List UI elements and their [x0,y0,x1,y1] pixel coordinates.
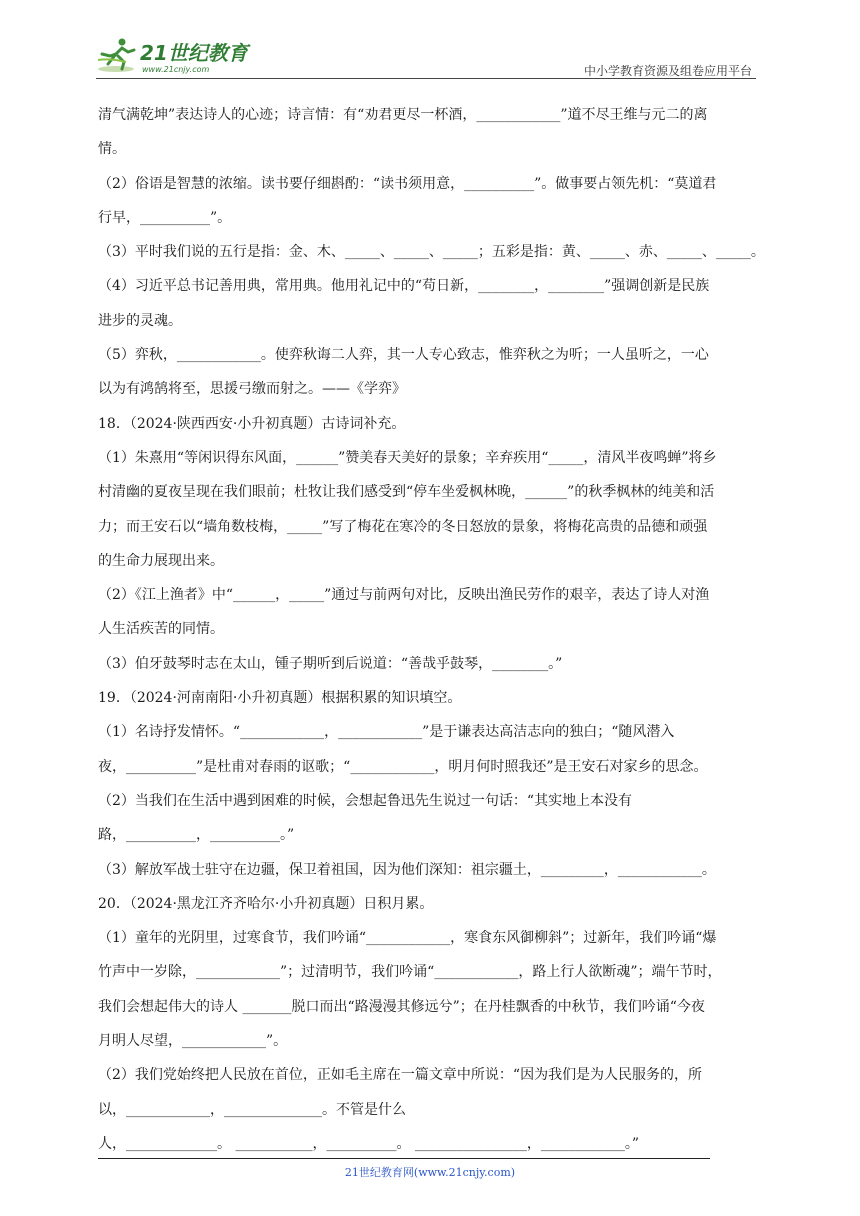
text-line: 人生活疾苦的同情。 [98,621,224,638]
text-line: 竹声中一岁除，____________”；过清明节，我们吟诵“____________，路上行人欲断魂”；端午节时， [98,964,722,981]
footer-divider [98,1158,710,1159]
text-line: 清气满乾坤”表达诗人的心迹；诗言情：有“劝君更尽一杯酒，____________”道不尽王维与元二的离 [98,107,708,123]
text-line: 18．（2024·陕西西安·小升初真题）古诗词补充。 [98,415,406,432]
text-line: （5）弈秋，____________。使弈秋诲二人弈，其一人专心致志，惟弈秋之为听；一人虽听之，一心 [98,347,709,364]
text-line: （1）名诗抒发情怀。“____________，____________”是于谦表达高洁志向的独白；“随风潜入 [98,724,675,741]
text-line: （1）朱熹用“等闲识得东风面，______”赞美春天美好的景象；辛弃疾用“_____，清风半夜鸣蝉”将乡 [98,449,717,466]
text-line: 月明人尽望，____________”。 [98,1033,288,1050]
text-line: 进步的灵魂。 [98,312,182,329]
text-line: 以为有鸿鹄将至，思援弓缴而射之。——《学弈》 [98,381,406,398]
site-logo [96,36,266,76]
platform-name: 中小学教育资源及组卷应用平台 [583,64,752,78]
text-line: （2）我们党始终把人民放在首位，正如毛主席在一篇文章中所说：“因为我们是为人民服务的，所 [98,1067,703,1084]
text-line: 的生命力展现出来。 [98,552,224,569]
text-line: 19．（2024·河南南阳·小升初真题）根据积累的知识填空。 [98,690,462,707]
text-line: （2）俗语是智慧的浓缩。读书要仔细斟酌：“读书须用意，__________”。做事要占领先机：“莫道君 [98,175,717,192]
text-line: 以，____________，______________。不管是什么 [98,1101,406,1118]
runner-logo-icon [96,36,266,76]
text-line: 夜，__________”是杜甫对春雨的讴歌；“____________，明月何时照我还”是王安石对家乡的思念。 [98,758,708,775]
text-line: （3）伯牙鼓琴时志在太山，锺子期听到后说道：“善哉乎鼓琴，________。” [98,655,563,672]
text-line: （2）《江上渔者》中“______，_____”通过与前两句对比，反映出渔民劳作的艰辛，表达了诗人对渔 [98,587,710,604]
text-line: （3）解放军战士驻守在边疆，保卫着祖国，因为他们深知：祖宗疆土，_________，____________。 [98,861,716,878]
text-line: （1）童年的光阴里，过寒食节，我们吟诵“____________，寒食东风御柳斜”；过新年，我们吟诵“爆 [98,930,717,947]
text-line: （3）平时我们说的五行是指：金、木、_____、_____、_____；五彩是指：黄、_____、赤、_____、_____。 [98,244,765,261]
page-footer[interactable]: 21世纪教育网(www.21cnjy.com) [344,1166,516,1179]
text-line: 力；而王安石以“墙角数枝梅，_____”写了梅花在寒冷的冬日怒放的景象，将梅花高贵的品德和顽强 [98,518,708,535]
text-line: 我们会想起伟大的诗人 _______脱口而出“路漫漫其修远兮”；在丹桂飘香的中秋节，我们吟诵“今夜 [98,998,705,1015]
text-line: 行早，__________”。 [98,209,232,226]
text-line: 人，_____________。 ___________，__________。 ________________，____________。” [98,1135,640,1152]
text-line: （2）当我们在生活中遇到困难的时候，会想起鲁迅先生说过一句话：“其实地上本没有 [98,792,633,809]
document-body [98,98,765,1161]
text-line: 情。 [98,141,126,158]
text-line: 路，__________，__________。” [98,827,295,844]
text-line: 20．（2024·黑龙江齐齐哈尔·小升初真题）日积月累。 [98,895,434,912]
page-header [96,30,756,80]
svg-text:www.21cnjy.com: www.21cnjy.com [142,65,210,74]
svg-text:21世纪教育: 21世纪教育 [140,41,248,65]
text-line: （4）习近平总书记善用典，常用典。他用礼记中的“苟日新，________，________”强调创新是民族 [98,278,710,295]
text-line: 村清幽的夏夜呈现在我们眼前；杜牧让我们感受到“停车坐爱枫林晚，______”的秋季枫林的纯美和活 [98,484,715,501]
header-divider [96,78,756,79]
